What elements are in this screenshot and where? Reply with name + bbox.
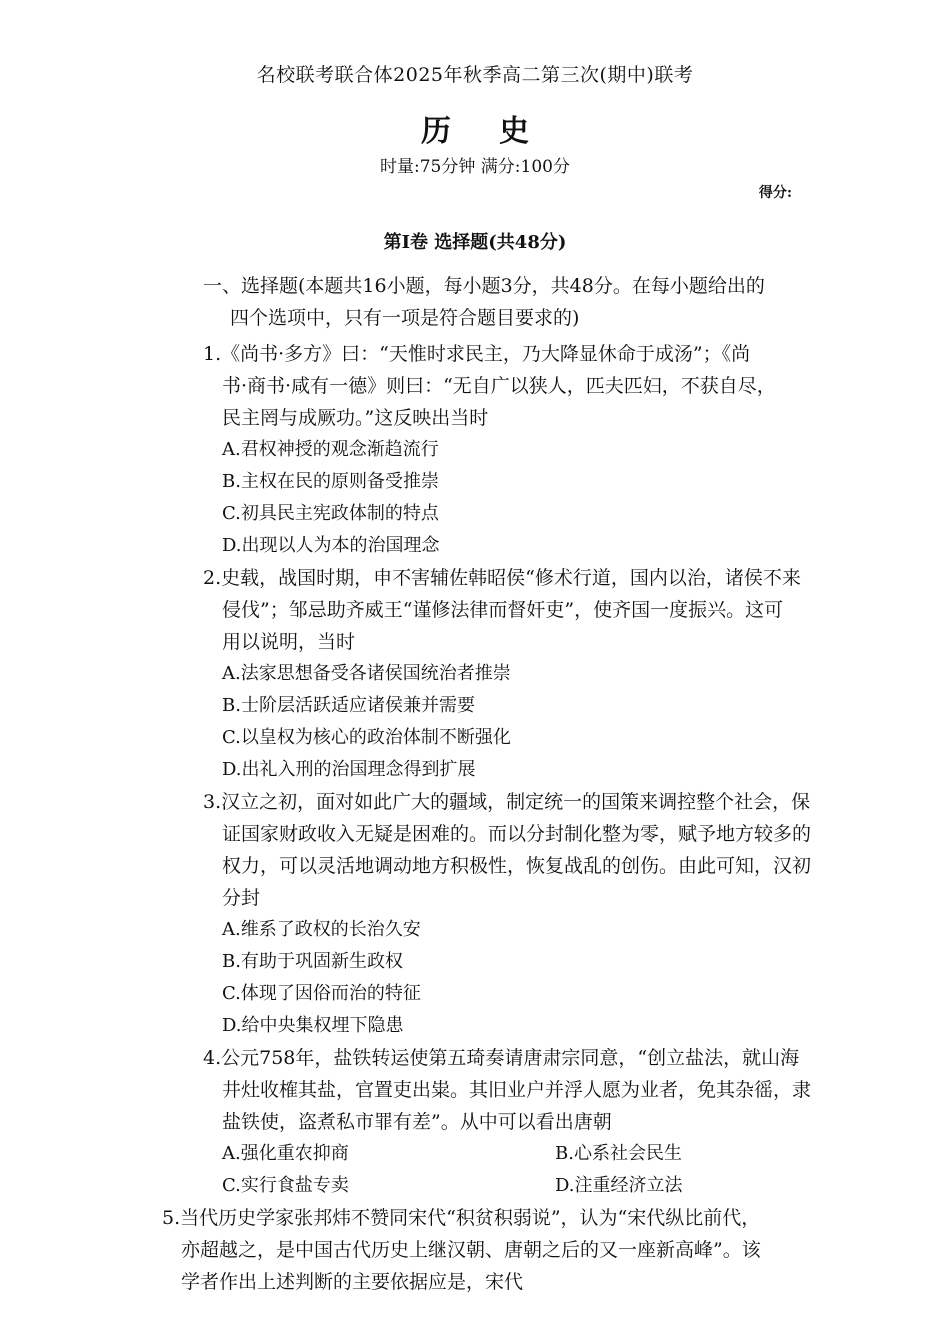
question-text-line: 民主罔与成厥功。”这反映出当时	[222, 407, 489, 429]
time-info: 时量:75分钟 满分:100分	[380, 157, 570, 177]
question-text-line: 侵伐”；邹忌助齐威王“谨修法律而督奸吏”，使齐国一度振兴。这可	[222, 599, 784, 621]
option-a[interactable]: A.强化重农抑商	[222, 1143, 349, 1164]
question-text-line: 盐铁使，盗煮私市罪有差”。从中可以看出唐朝	[222, 1111, 612, 1133]
question-text-line: 学者作出上述判断的主要依据应是，宋代	[181, 1271, 524, 1293]
option-d[interactable]: D.注重经济立法	[555, 1175, 683, 1196]
option-c[interactable]: C.实行食盐专卖	[222, 1175, 349, 1196]
question-text-line: 1.《尚书·多方》曰：“天惟时求民主，乃大降显休命于成汤”；《尚	[203, 343, 751, 365]
section-instruction-line2: 四个选项中，只有一项是符合题目要求的)	[230, 307, 580, 329]
option-a[interactable]: A.法家思想备受各诸侯国统治者推崇	[222, 663, 511, 684]
option-c[interactable]: C.以皇权为核心的政治体制不断强化	[222, 727, 511, 748]
exam-title: 名校联考联合体2025年秋季高二第三次(期中)联考	[256, 64, 694, 86]
question-text-line: 分封	[222, 887, 261, 909]
question-text-line: 2.史载，战国时期，申不害辅佐韩昭侯“修术行道，国内以治，诸侯不来	[203, 567, 801, 589]
question-text-line: 用以说明，当时	[222, 631, 356, 653]
question-text-line: 书·商书·咸有一德》则曰：“无自广以狭人，匹夫匹妇，不获自尽，	[222, 375, 776, 397]
option-a[interactable]: A.君权神授的观念渐趋流行	[222, 439, 439, 460]
option-b[interactable]: B.士阶层活跃适应诸侯兼并需要	[222, 695, 475, 716]
question-text-line: 权力，可以灵活地调动地方积极性，恢复战乱的创伤。由此可知，汉初	[222, 855, 812, 877]
option-b[interactable]: B.主权在民的原则备受推崇	[222, 471, 439, 492]
section-instruction-line1: 一、选择题(本题共16小题，每小题3分，共48分。在每小题给出的	[203, 275, 765, 297]
subject-title: 历史	[421, 114, 577, 149]
option-d[interactable]: D.出礼入刑的治国理念得到扩展	[222, 759, 476, 780]
part-title: 第Ⅰ卷 选择题(共48分)	[383, 232, 567, 253]
option-c[interactable]: C.体现了因俗而治的特征	[222, 983, 421, 1004]
option-d[interactable]: D.出现以人为本的治国理念	[222, 535, 440, 556]
question-text-line: 5.当代历史学家张邦炜不赞同宋代“积贫积弱说”，认为“宋代纵比前代，	[162, 1207, 761, 1229]
option-a[interactable]: A.维系了政权的长治久安	[222, 919, 421, 940]
score-label: 得分:	[758, 185, 792, 201]
option-b[interactable]: B.心系社会民生	[555, 1143, 682, 1164]
question-text-line: 井灶收榷其盐，官置吏出粜。其旧业户并浮人愿为业者，免其杂徭，隶	[222, 1079, 812, 1101]
question-text-line: 3.汉立之初，面对如此广大的疆域，制定统一的国策来调控整个社会，保	[203, 791, 811, 813]
question-text-line: 4.公元758年，盐铁转运使第五琦奏请唐肃宗同意，“创立盐法，就山海	[203, 1047, 800, 1069]
question-text-line: 亦超越之，是中国古代历史上继汉朝、唐朝之后的又一座新高峰”。该	[181, 1239, 761, 1261]
option-c[interactable]: C.初具民主宪政体制的特点	[222, 503, 439, 524]
option-d[interactable]: D.给中央集权埋下隐患	[222, 1015, 404, 1036]
option-b[interactable]: B.有助于巩固新生政权	[222, 951, 403, 972]
question-text-line: 证国家财政收入无疑是困难的。而以分封制化整为零，赋予地方较多的	[222, 823, 812, 845]
